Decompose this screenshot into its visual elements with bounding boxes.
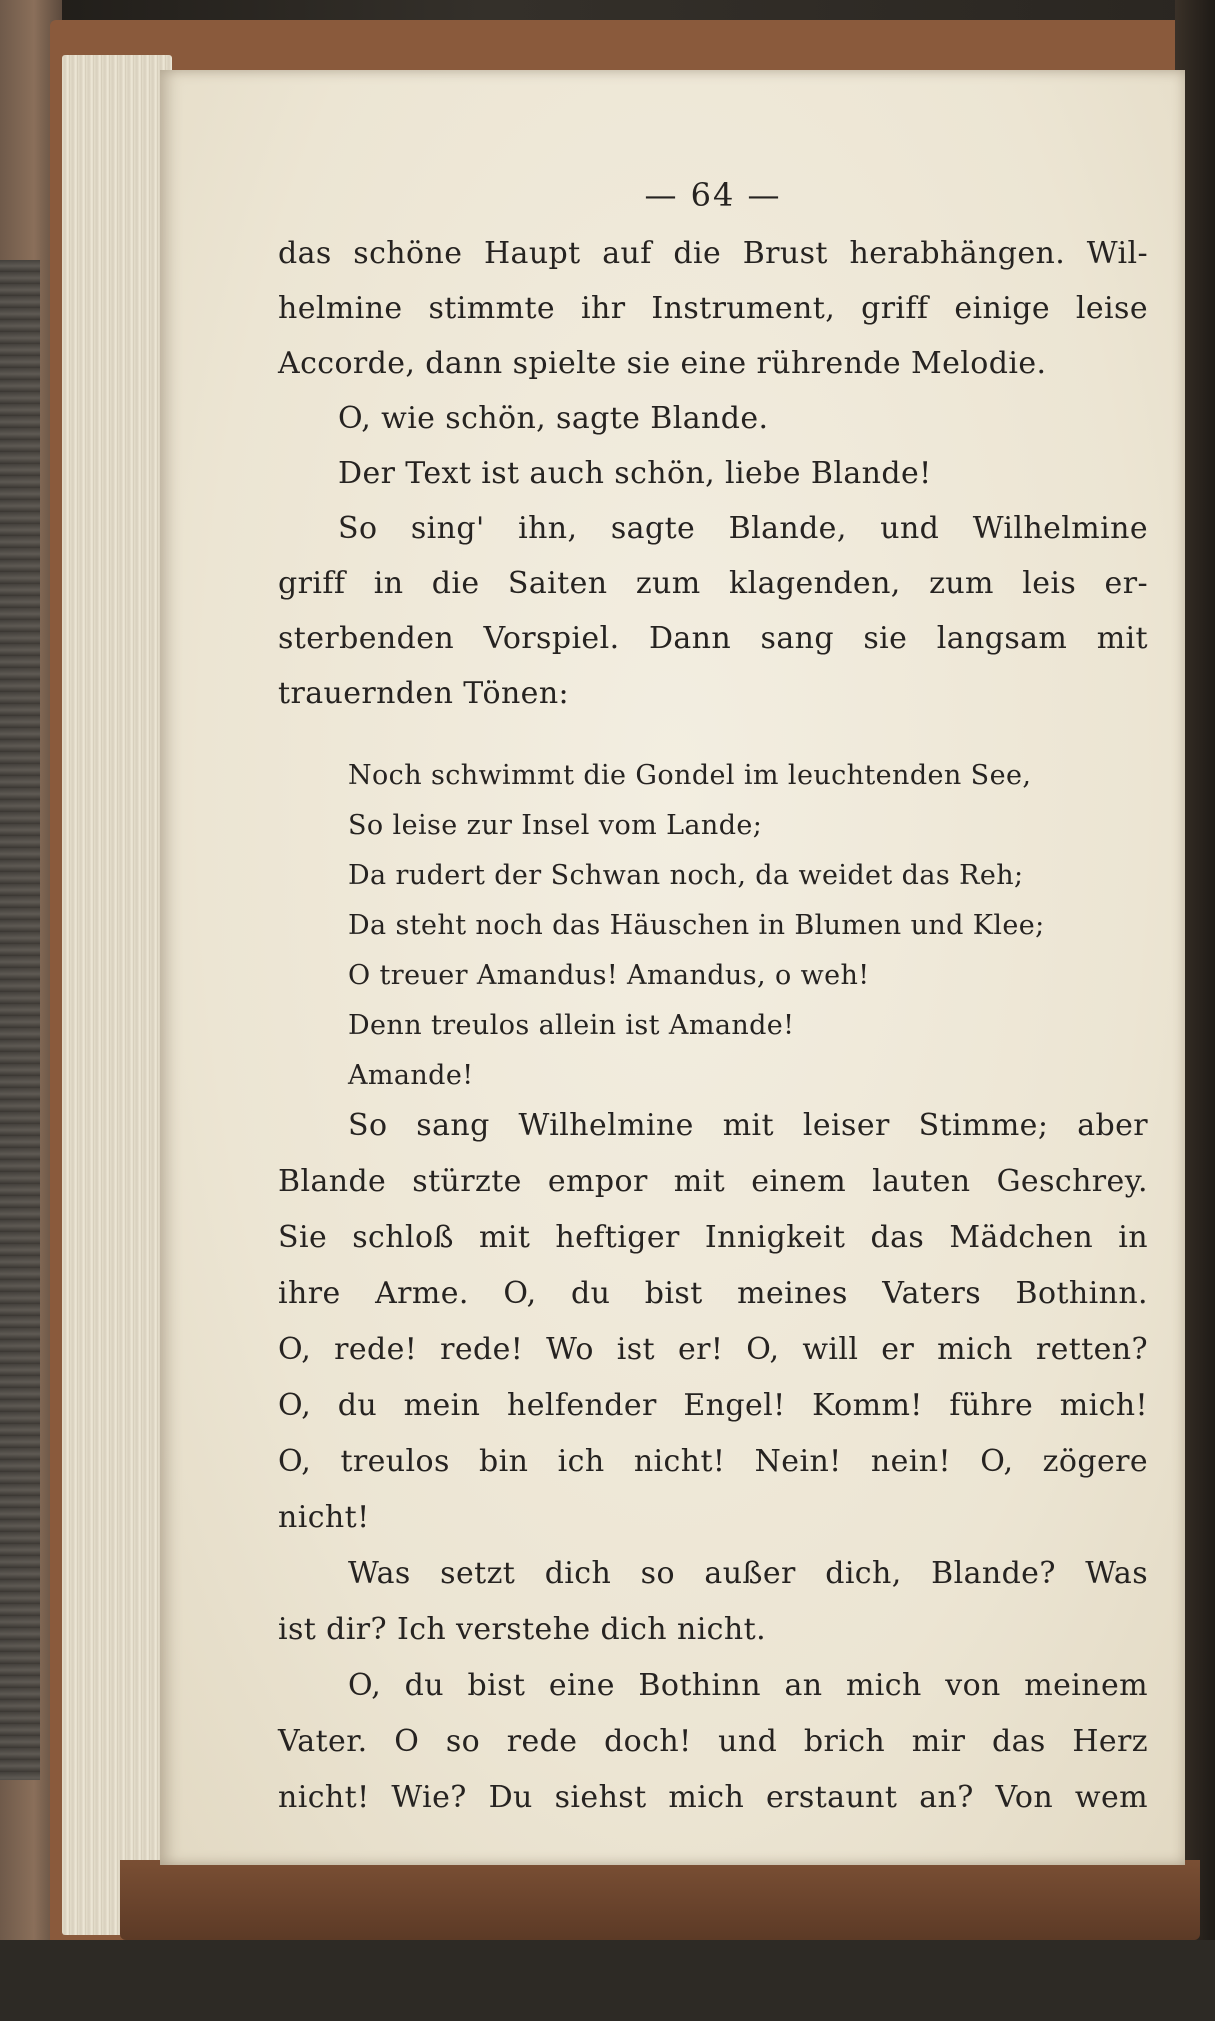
verse-line: Denn treulos allein ist Amande! xyxy=(348,1010,795,1041)
text-line: nicht! xyxy=(278,1500,370,1535)
page-number: — 64 — xyxy=(644,176,782,214)
text-line: Was setzt dich so außer dich, Blande? Was xyxy=(348,1556,1148,1591)
text-line: ist dir? Ich verstehe dich nicht. xyxy=(278,1612,766,1647)
verse-line: O treuer Amandus! Amandus, o weh! xyxy=(348,960,870,991)
text-line: Accorde, dann spielte sie eine rührende Melodie. xyxy=(278,346,1047,381)
text-line: griff in die Saiten zum klagenden, zum leis er- xyxy=(278,566,1148,601)
text-line: Blande stürzte empor mit einem lauten Geschrey. xyxy=(278,1164,1148,1199)
text-line: O, treulos bin ich nicht! Nein! nein! O, zögere xyxy=(278,1444,1148,1479)
text-line: O, du bist eine Bothinn an mich von meinem xyxy=(348,1668,1148,1703)
text-line: Der Text ist auch schön, liebe Blande! xyxy=(338,456,932,491)
text-line: sterbenden Vorspiel. Dann sang sie langsam mit xyxy=(278,621,1148,656)
marbled-cover-strip xyxy=(0,260,40,1780)
text-line: So sang Wilhelmine mit leiser Stimme; aber xyxy=(348,1108,1148,1143)
verse-line: Da steht noch das Häuschen in Blumen und Klee; xyxy=(348,910,1045,941)
text-line: ihre Arme. O, du bist meines Vaters Bothinn. xyxy=(278,1276,1148,1311)
text-line: Sie schloß mit heftiger Innigkeit das Mädchen in xyxy=(278,1220,1148,1255)
text-line: So sing' ihn, sagte Blande, und Wilhelmine xyxy=(338,511,1148,546)
background-bottom xyxy=(0,1940,1215,2021)
text-line: nicht! Wie? Du siehst mich erstaunt an? Von wem xyxy=(278,1780,1148,1815)
page-edges xyxy=(62,55,172,1935)
text-line: trauernden Tönen: xyxy=(278,676,570,711)
text-line: O, du mein helfender Engel! Komm! führe mich! xyxy=(278,1388,1148,1423)
board-bottom xyxy=(120,1860,1200,1940)
text-line: O, rede! rede! Wo ist er! O, will er mich retten? xyxy=(278,1332,1148,1367)
text-line: Vater. O so rede doch! und brich mir das Herz xyxy=(278,1724,1148,1759)
verse-line: Amande! xyxy=(348,1060,474,1091)
text-line: das schöne Haupt auf die Brust herabhängen. Wil- xyxy=(278,236,1148,271)
verse-line: Da rudert der Schwan noch, da weidet das Reh; xyxy=(348,860,1024,891)
text-line: O, wie schön, sagte Blande. xyxy=(338,401,769,436)
verse-line: Noch schwimmt die Gondel im leuchtenden See, xyxy=(348,760,1032,791)
verse-line: So leise zur Insel vom Lande; xyxy=(348,810,763,841)
text-line: helmine stimmte ihr Instrument, griff einige leise xyxy=(278,291,1148,326)
